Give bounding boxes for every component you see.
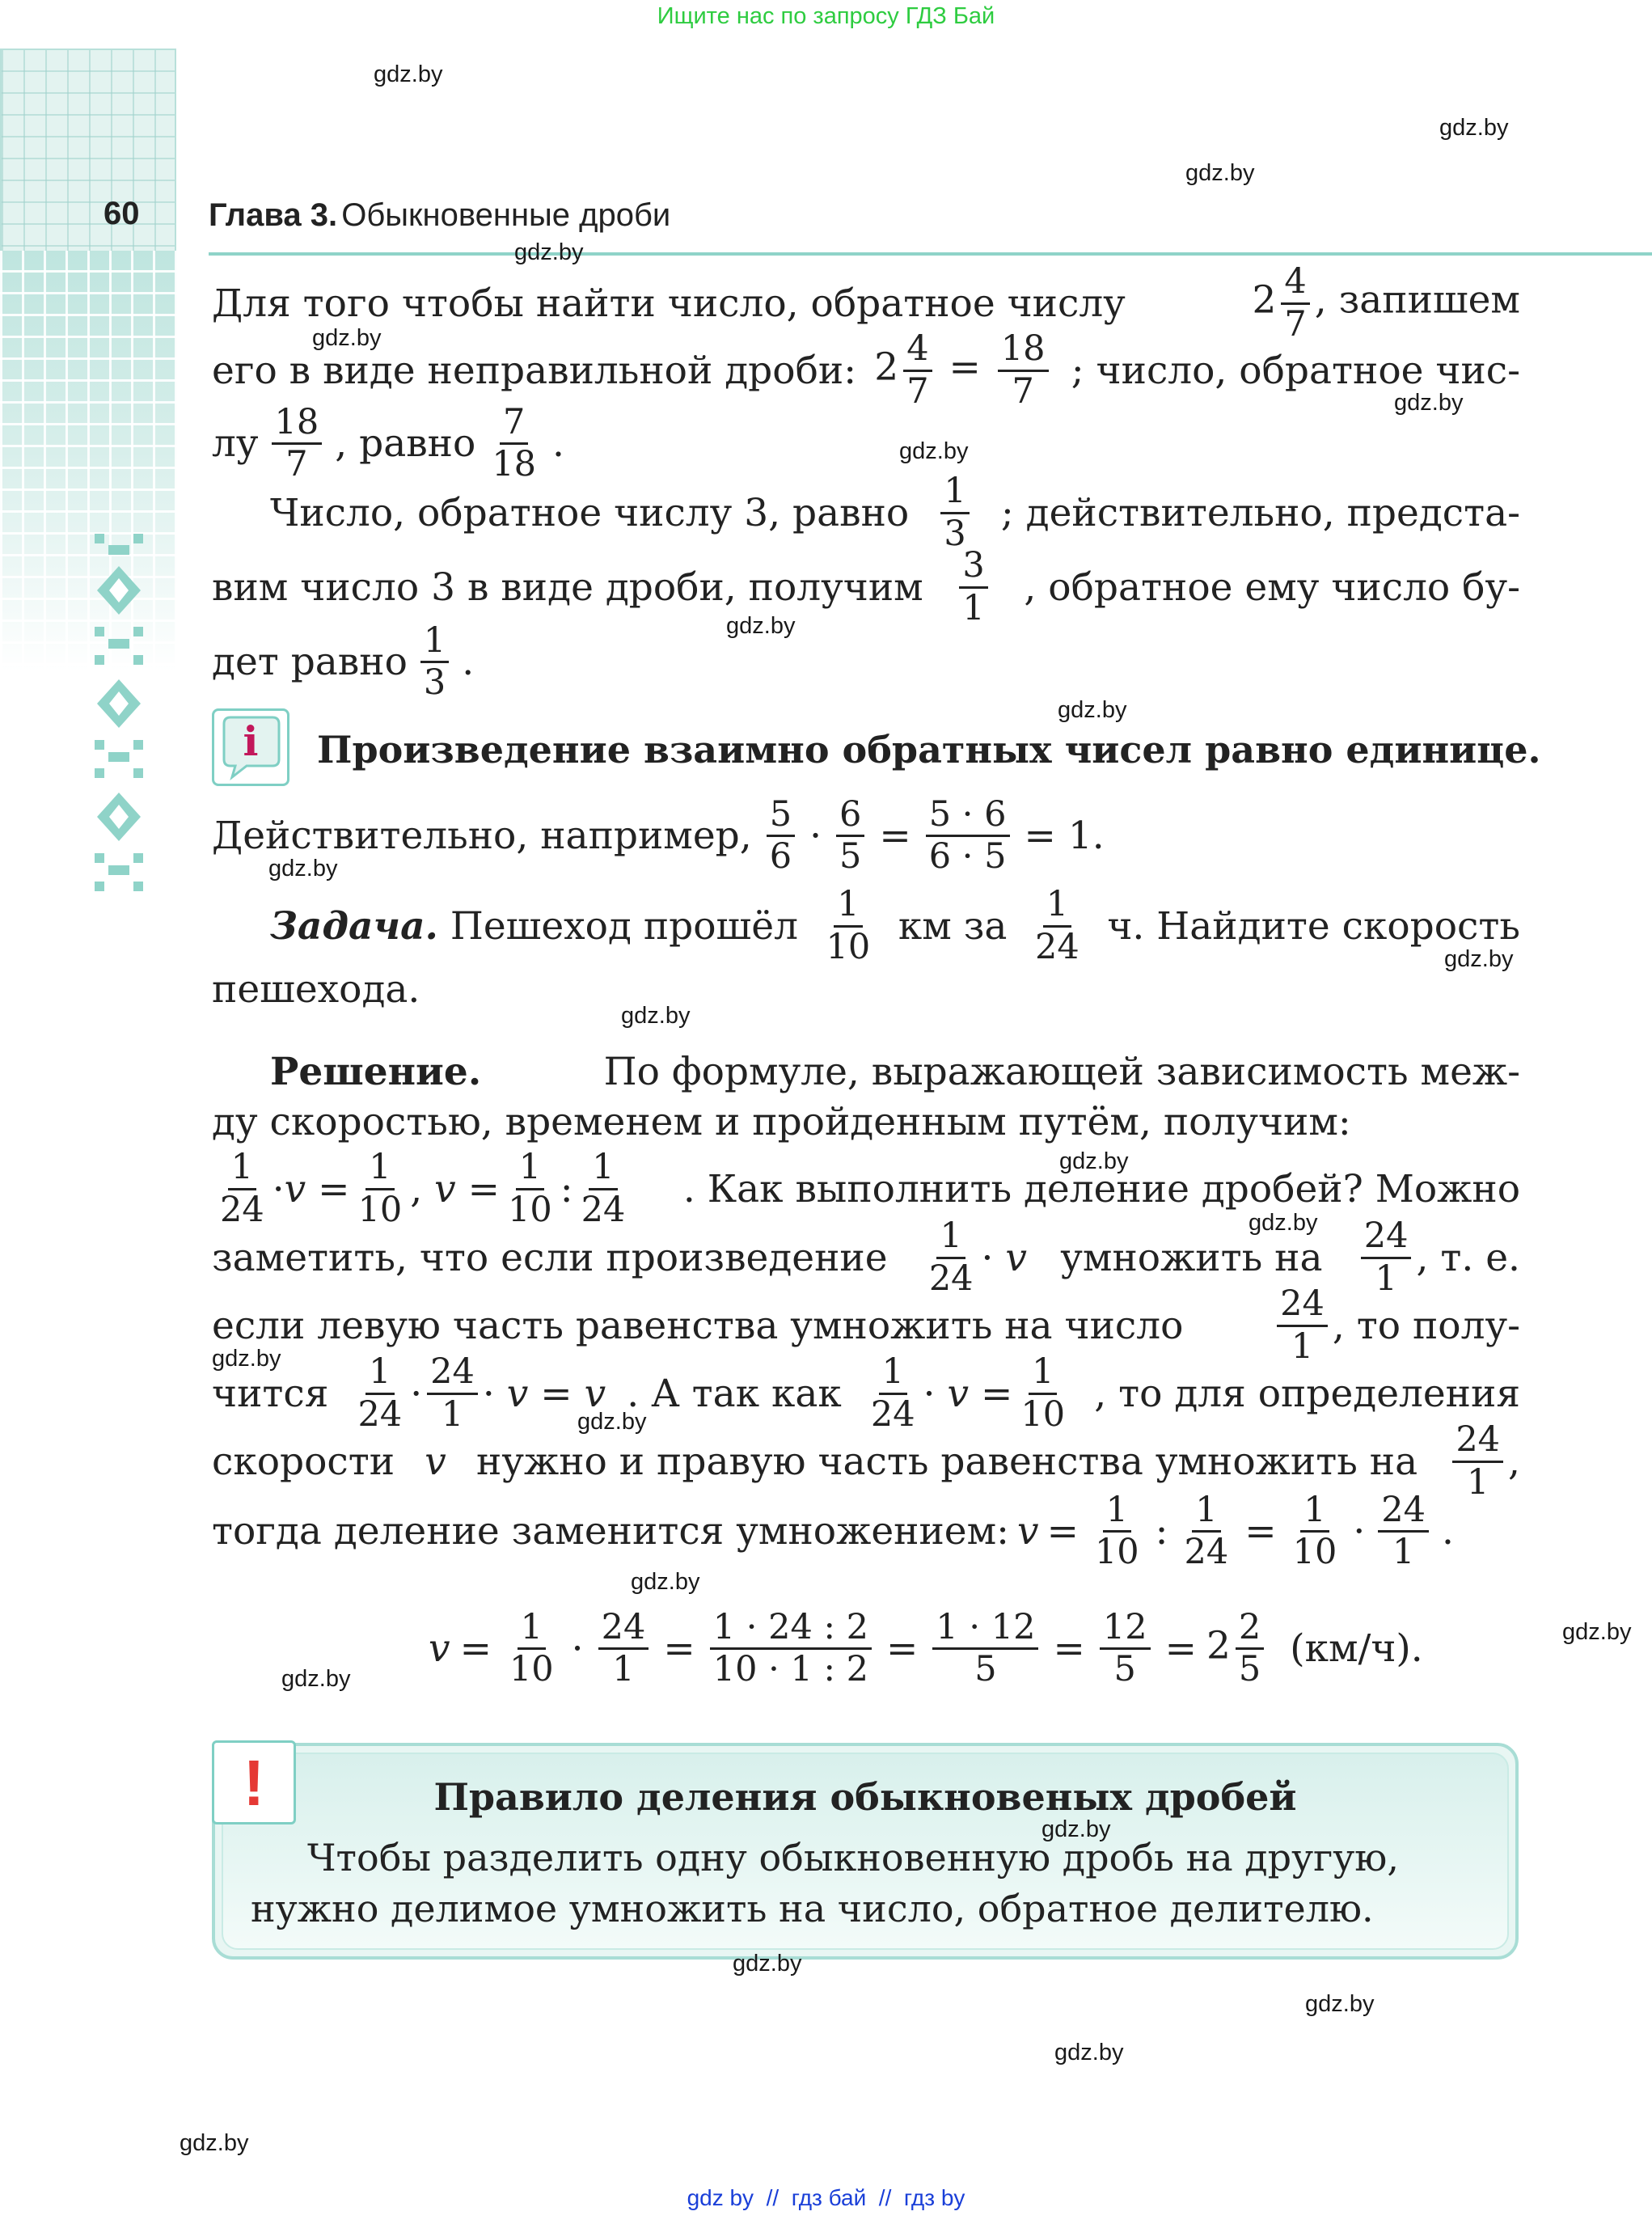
solution-line1: Решение. По формуле, выражающей зависимость меж- [212, 1043, 1520, 1100]
example-result: = 1. [1024, 814, 1105, 859]
formula: 2 $\frac{4}{7}$ = $\frac{18}{7}$ [874, 331, 1053, 409]
para1-text: Для того чтобы найти число, обратное числу [212, 281, 1126, 326]
watermark: gdz.by [1041, 1816, 1111, 1842]
watermark: gdz.by [726, 613, 796, 639]
watermark: gdz.by [733, 1951, 802, 1977]
watermark: gdz.by [1439, 115, 1509, 141]
para2-text: Число, обратное числу 3, равно [270, 490, 910, 535]
solution-label: Решение. [270, 1049, 482, 1094]
para2-line1: Число, обратное числу 3, равно $\frac{1}{3}$ ; действительно, предста- [212, 479, 1520, 547]
watermark: gdz.by [1444, 946, 1514, 972]
page-number: 60 [104, 196, 140, 231]
watermark: gdz.by [1059, 1148, 1129, 1174]
watermark: gdz.by [1562, 1619, 1632, 1645]
info-icon [212, 708, 289, 786]
para2-text: вим число 3 в виде дроби, получим [212, 564, 923, 610]
watermark: gdz.by [268, 856, 338, 882]
para1-text: его в виде неправильной дроби: [212, 348, 857, 393]
task-line1: Задача. Пешеход прошёл $\frac{1}{10}$ км за $\frac{1}{24}$ ч. Найдите скорость [270, 884, 1520, 967]
solution-line2: ду скоростью, временем и пройденным путём, получим: [212, 1099, 1351, 1144]
para2-line3: дет равно $\frac{1}{3}$ . [212, 620, 475, 704]
solution-line6: чится $\frac{1}{24}$ · $\frac{24}{1}$ · v = v . А так как $\frac{1}{24}$ · v = $\frac{1}{10}$ , то для определения [212, 1351, 1520, 1435]
solution-line7: скорости v нужно и правую часть равенства умножить на $\frac{24}{1}$ , [212, 1419, 1520, 1503]
watermark: gdz.by [312, 325, 382, 351]
watermark: gdz.by [577, 1409, 647, 1435]
watermark: gdz.by [1054, 2040, 1124, 2065]
para2-text: , обратное ему число бу- [1024, 564, 1520, 610]
task-line2: пешехода. [212, 967, 420, 1012]
para1-line3: лу $\frac{18}{7}$ , равно $\frac{7}{18}$ . [212, 402, 564, 485]
example-line: Действительно, например, $\frac{5}{6}$ · $\frac{6}{5}$ = $\frac{5 \cdot 6}{6 \cdot 5}$ = 1. [212, 794, 1105, 877]
solution-line5: если левую часть равенства умножить на число $\frac{24}{1}$ , то полу- [212, 1283, 1520, 1367]
watermark: gdz.by [281, 1666, 351, 1692]
watermark: gdz.by [180, 2130, 249, 2156]
task-label: Задача. [270, 903, 438, 949]
solution-line4: заметить, что если произведение $\frac{1}{24}$ · v умножить на $\frac{24}{1}$ , т. е. [212, 1216, 1520, 1299]
header-rule [209, 252, 1652, 256]
final-unit: (км/ч). [1290, 1626, 1423, 1672]
margin-strip-top [0, 49, 176, 251]
final-formula: v = $\frac{1}{10}$ · $\frac{24}{1}$ = $\frac{1 \cdot 24 : 2}{10 \cdot 1 : 2}$ = $\frac{1 \cdot 12}{5}$ = $\frac{12}{5}$ = 2 $\frac{2}{5}$ (км/ч). [429, 1607, 1423, 1690]
solution-line8: тогда деление заменится умножением: v = $\frac{1}{10}$ : $\frac{1}{24}$ = $\frac{1}{10}$ · $\frac{24}{1}$ . [212, 1490, 1454, 1573]
watermark: gdz.by [514, 239, 584, 265]
ornament-decoration [91, 534, 147, 906]
example-text: Действительно, например, [212, 814, 752, 859]
info-icon-letter: i [243, 717, 259, 765]
para2-text: ; действительно, предста- [1000, 490, 1520, 535]
chapter-header [209, 197, 670, 234]
top-banner[interactable]: Ищите нас по запросу ГДЗ Бай [657, 3, 995, 29]
watermark: gdz.by [1058, 697, 1127, 723]
watermark: gdz.by [1394, 390, 1464, 416]
rule-line1: Чтобы разделить одну обыкновенную дробь на другую, [307, 1836, 1399, 1879]
solution-line3: $\frac{1}{24}$ · v = $\frac{1}{10}$ , v = $\frac{1}{10}$ : $\frac{1}{24}$ . Как выполнить деление дробей? Можно [212, 1148, 1520, 1229]
watermark: gdz.by [1305, 1991, 1375, 2017]
watermark: gdz.by [1249, 1210, 1318, 1236]
formula-v: $\frac{1}{24}$ · v = $\frac{1}{10}$ , v = $\frac{1}{10}$ : $\frac{1}{24}$ [220, 1147, 626, 1230]
rule-line2: нужно делимое умножить на число, обратное делителю. [251, 1887, 1374, 1930]
para2-line2: вим число 3 в виде дроби, получим $\frac{3}{1}$ , обратное ему число бу- [212, 545, 1520, 628]
footer-links[interactable]: gdz by // гдз бай // гдз by [687, 2185, 965, 2210]
watermark: gdz.by [374, 61, 443, 87]
watermark: gdz.by [899, 438, 969, 464]
info-statement: Произведение взаимно обратных чисел равно единице. [317, 728, 1541, 772]
chapter-label: Глава 3. [209, 197, 338, 233]
rule-title: Правило деления обыкновеных дробей [433, 1775, 1297, 1819]
watermark: gdz.by [631, 1569, 700, 1595]
watermark: gdz.by [621, 1003, 691, 1029]
margin-strip-grid [0, 251, 176, 671]
exclamation-icon: ! [243, 1747, 265, 1819]
para1-text: ; число, обратное чис- [1071, 348, 1520, 393]
watermark: gdz.by [212, 1346, 281, 1372]
chapter-title: Обыкновенные дроби [341, 197, 671, 233]
watermark: gdz.by [1185, 160, 1255, 186]
mixed-number: 2 $\frac{4}{7}$ , запишем [1252, 261, 1520, 345]
para1-line2 [212, 328, 1520, 412]
